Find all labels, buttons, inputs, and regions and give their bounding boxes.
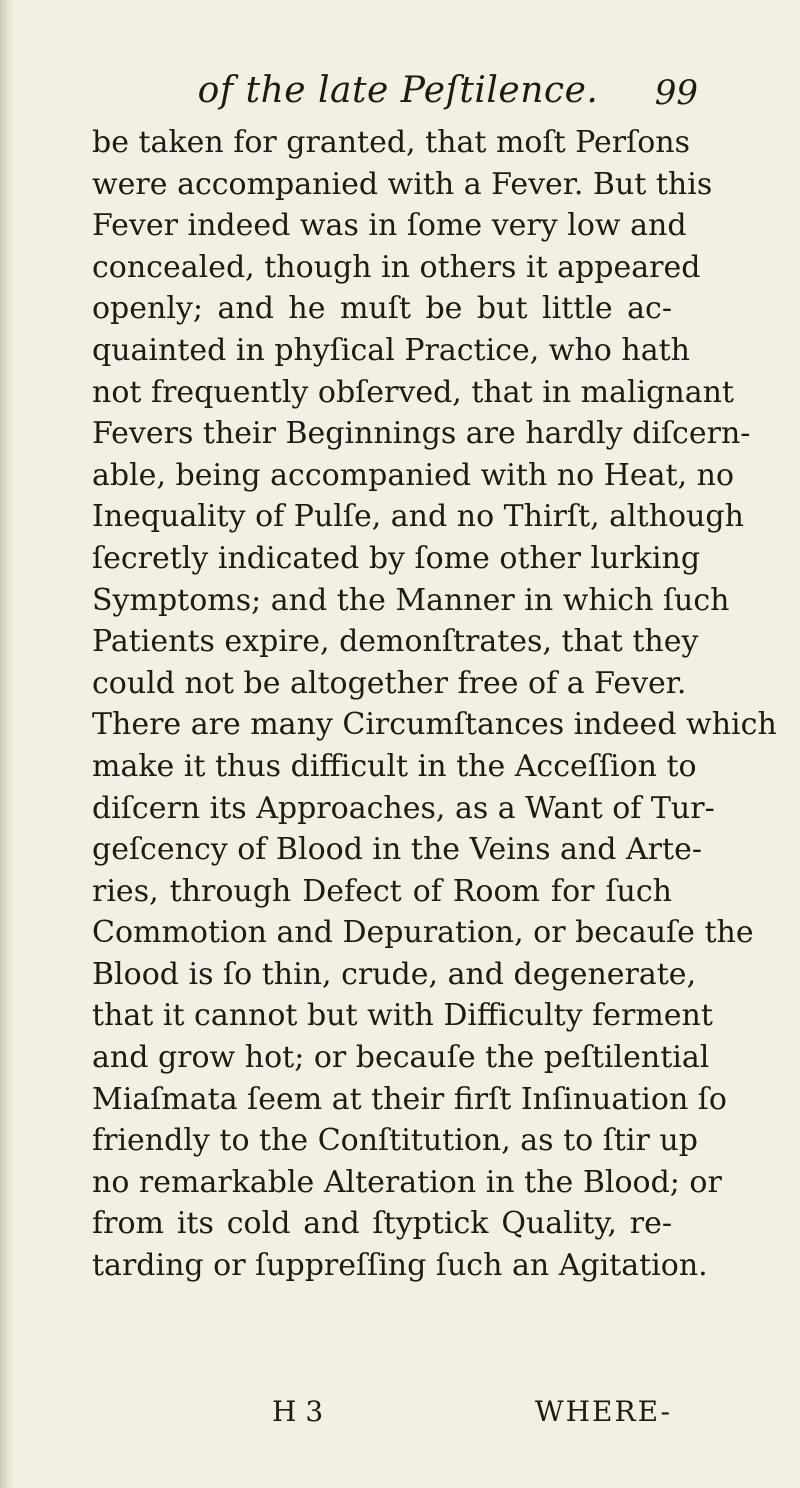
text-line: able, being accompanied with no Heat, no: [92, 457, 735, 493]
text-line: There are many Circumſtances indeed which: [92, 707, 777, 743]
page-number: 99: [654, 73, 698, 113]
text-line: openly; and he muſt be but little ac-: [92, 291, 672, 327]
text-line: ſecretly indicated by ſome other lurking: [92, 540, 701, 576]
text-line: Fevers their Beginnings are hardly diſcern-: [92, 416, 751, 452]
text-line: that it cannot but with Difficulty ferment: [92, 998, 713, 1034]
text-line: tarding or ſuppreſſing ſuch an Agitation.: [92, 1248, 708, 1284]
text-line: Patients expire, demonſtrates, that they: [92, 624, 699, 660]
text-line: ries, through Defect of Room for ſuch: [92, 873, 672, 909]
text-line: make it thus difficult in the Acceſſion to: [92, 748, 697, 784]
signature-mark: H 3: [272, 1395, 324, 1428]
text-line: Symptoms; and the Manner in which ſuch: [92, 582, 730, 618]
text-line: not frequently obſerved, that in malignant: [92, 374, 734, 410]
text-line: Commotion and Depuration, or becauſe the: [92, 915, 754, 951]
page-footer: [92, 1390, 672, 1434]
text-line: concealed, though in others it appeared: [92, 249, 701, 285]
text-line: Fever indeed was in ſome very low and: [92, 208, 687, 244]
text-line: quainted in phyſical Practice, who hath: [92, 332, 690, 368]
running-title: of the late Peſtilence.: [197, 70, 599, 111]
text-line: friendly to the Conſtitution, as to ſtir up: [92, 1123, 698, 1159]
text-line: Blood is ſo thin, crude, and degenerate,: [92, 956, 697, 992]
text-line: diſcern its Approaches, as a Want of Tur-: [92, 790, 715, 826]
page-gutter-shadow: [0, 0, 14, 1488]
catchword: WHERE-: [534, 1395, 672, 1428]
text-line: Inequality of Pulſe, and no Thirſt, although: [92, 499, 744, 535]
text-line: from its cold and ſtyptick Quality, re-: [92, 1206, 672, 1242]
text-line: be taken for granted, that moſt Perſons: [92, 125, 690, 160]
text-line: geſcency of Blood in the Veins and Arte-: [92, 832, 702, 868]
text-line: no remarkable Alteration in the Blood; or: [92, 1164, 722, 1200]
text-line: Miaſmata ſeem at their firſt Inſinuation ſo: [92, 1081, 727, 1117]
text-line: were accompanied with a Fever. But this: [92, 166, 713, 202]
page-header: [88, 68, 698, 118]
body-text: [92, 122, 777, 1287]
text-line: and grow hot; or becauſe the peſtilential: [92, 1040, 710, 1076]
text-line: could not be altogether free of a Fever.: [92, 665, 687, 701]
